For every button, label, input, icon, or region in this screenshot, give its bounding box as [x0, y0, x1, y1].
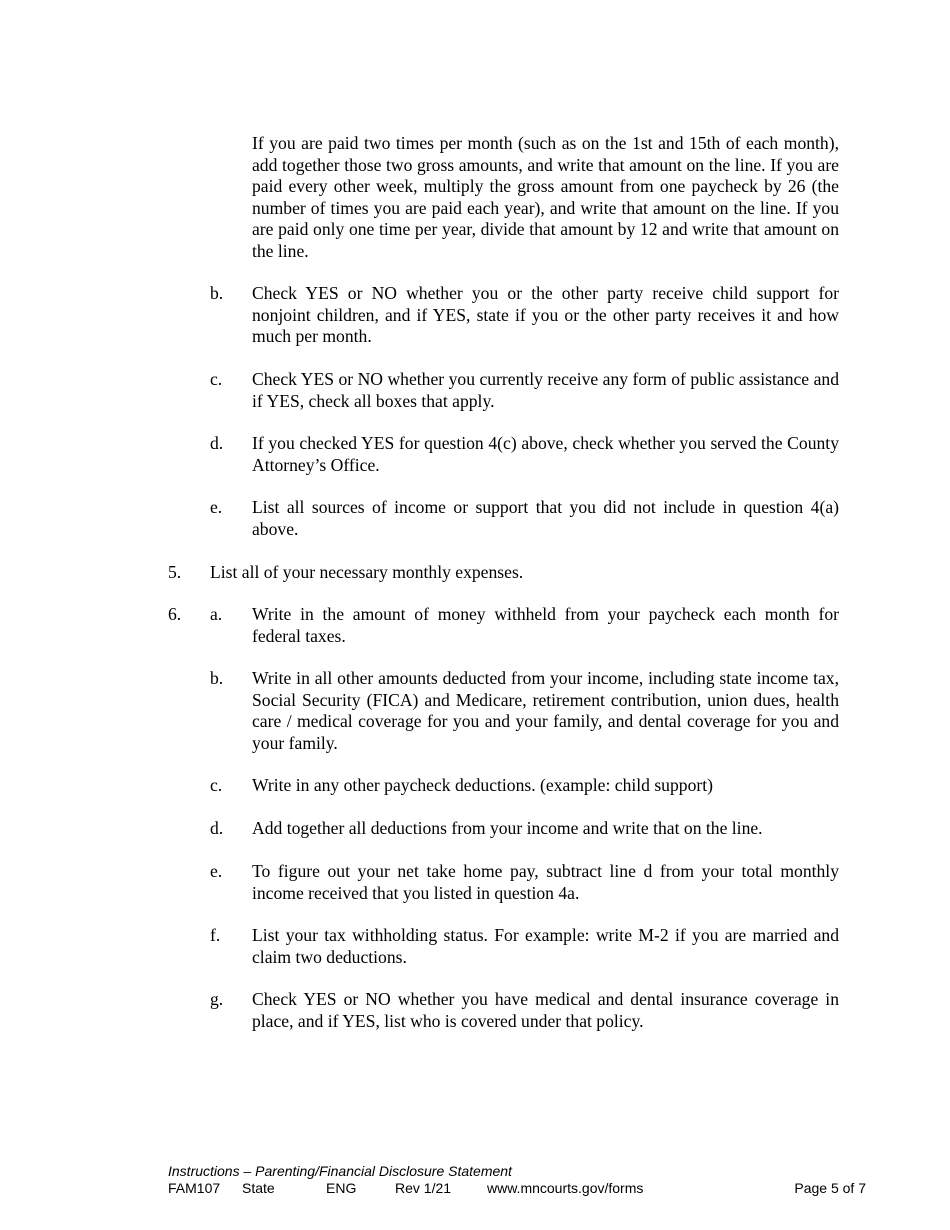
footer-jurisdiction: State — [242, 1180, 275, 1196]
section-5-number: 5. — [168, 562, 182, 582]
item-6a-text: Write in the amount of money withheld from your paycheck each month for federal taxes. — [252, 604, 839, 646]
footer-revision: Rev 1/21 — [395, 1180, 452, 1196]
item-6g-letter: g. — [210, 989, 224, 1009]
footer-title: Instructions – Parenting/Financial Disclosure Statement — [168, 1163, 512, 1179]
intro-paragraph: If you are paid two times per month (such as on the 1st and 15th of each month), add together those two gross amounts, and write that amount on the line. If you are paid every other week, multiply the gross amount from one paycheck by 26 (the number of times you are paid each year), and write that amount on the line. If you are paid only one time per year, divide that amount by 12 and write that amount on the line. — [252, 133, 839, 261]
item-4e-text: List all sources of income or support that you did not include in question 4(a) above. — [252, 497, 839, 539]
item-6e-text: To figure out your net take home pay, subtract line d from your total monthly income received that you listed in question 4a. — [252, 861, 839, 903]
item-6b-text: Write in all other amounts deducted from your income, including state income tax, Social Security (FICA) and Medicare, retirement contribution, union dues, health care / medical coverage for you and your family, and dental coverage for you and your family. — [252, 668, 839, 753]
item-6a-letter: a. — [210, 604, 223, 624]
footer-page-number: Page 5 of 7 — [794, 1180, 866, 1196]
footer-language: ENG — [326, 1180, 357, 1196]
section-6-number: 6. — [168, 604, 182, 624]
item-6c-text: Write in any other paycheck deductions. (example: child support) — [252, 775, 713, 795]
item-4c-letter: c. — [210, 369, 223, 389]
item-4d-letter: d. — [210, 433, 224, 453]
item-6g-text: Check YES or NO whether you have medical and dental insurance coverage in place, and if YES, list who is covered under that policy. — [252, 989, 839, 1031]
item-4b-text: Check YES or NO whether you or the other party receive child support for nonjoint children, and if YES, state if you or the other party receives it and how much per month. — [252, 283, 839, 346]
item-4b-letter: b. — [210, 283, 224, 303]
item-6f-text: List your tax withholding status. For example: write M-2 if you are married and claim two deductions. — [252, 925, 839, 967]
item-6e-letter: e. — [210, 861, 223, 881]
section-5-text: List all of your necessary monthly expenses. — [210, 562, 524, 582]
item-6f-letter: f. — [210, 925, 221, 945]
item-6d-text: Add together all deductions from your income and write that on the line. — [252, 818, 763, 838]
footer-website-link[interactable]: www.mncourts.gov/forms — [487, 1180, 644, 1196]
item-6d-letter: d. — [210, 818, 224, 838]
item-6b-letter: b. — [210, 668, 224, 688]
item-4c-text: Check YES or NO whether you currently receive any form of public assistance and if YES, check all boxes that apply. — [252, 369, 839, 411]
item-4e-letter: e. — [210, 497, 223, 517]
footer-form-code: FAM107 — [168, 1180, 221, 1196]
item-4d-text: If you checked YES for question 4(c) above, check whether you served the County Attorney’s Office. — [252, 433, 839, 475]
item-6c-letter: c. — [210, 775, 223, 795]
